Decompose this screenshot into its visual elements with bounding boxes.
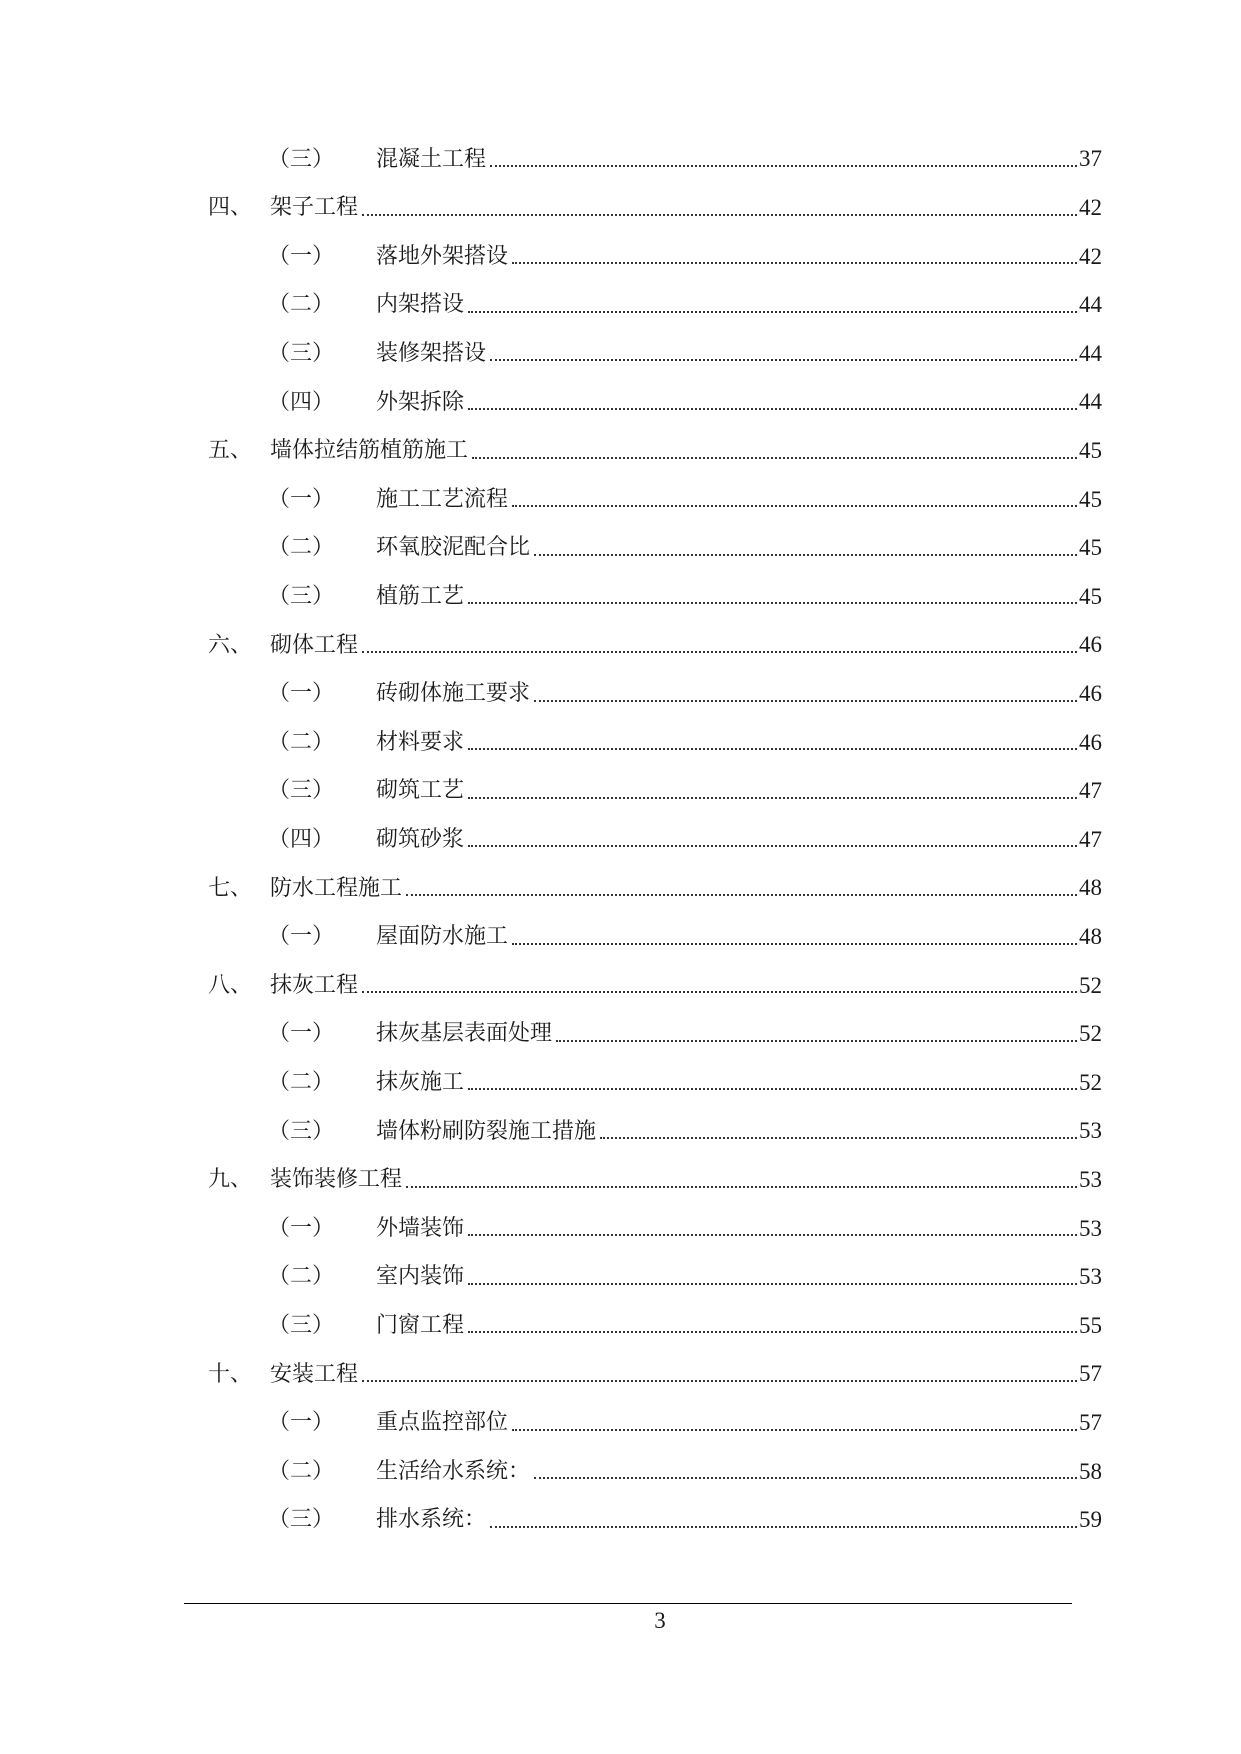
page-number: 3 — [654, 1608, 666, 1633]
toc-entry-page: 46 — [1079, 632, 1102, 658]
toc-entry-number: （二） — [268, 535, 335, 561]
toc-entry-title: 材料要求 — [376, 729, 465, 755]
toc-entry[interactable] — [268, 279, 1102, 319]
toc-entry[interactable] — [268, 1397, 1102, 1437]
toc-dot-leader — [468, 845, 1077, 847]
toc-entry-number: （三） — [268, 1313, 335, 1338]
toc-entry-page: 53 — [1079, 1118, 1102, 1144]
toc-entry-page: 46 — [1079, 729, 1102, 755]
toc-dot-leader — [490, 1526, 1077, 1528]
toc-entry-number: （一） — [268, 681, 335, 707]
toc-entry-number: 九、 — [208, 1167, 253, 1193]
footer-rule — [184, 1603, 1072, 1604]
toc-entry-page: 45 — [1079, 583, 1102, 609]
toc-entry-page: 57 — [1079, 1410, 1102, 1435]
toc-dot-leader — [534, 700, 1077, 702]
toc-entry[interactable] — [268, 668, 1102, 708]
toc-entry[interactable] — [208, 959, 1102, 999]
toc-entry[interactable] — [268, 716, 1102, 756]
toc-entry-number: 八、 — [208, 972, 253, 998]
toc-entry-number: （二） — [268, 1458, 335, 1484]
toc-entry-page: 53 — [1079, 1264, 1102, 1290]
toc-dot-leader — [468, 408, 1077, 410]
toc-entry-title: 装修架搭设 — [376, 341, 487, 366]
toc-entry-number: （二） — [268, 1264, 335, 1290]
toc-entry-title: 内架搭设 — [376, 292, 465, 318]
toc-entry[interactable] — [268, 133, 1102, 173]
toc-entry[interactable] — [208, 182, 1102, 222]
toc-entry-page: 55 — [1079, 1312, 1102, 1338]
toc-entry-title: 架子工程 — [270, 195, 359, 221]
toc-entry[interactable] — [268, 1105, 1102, 1145]
toc-entry-page: 44 — [1079, 292, 1102, 318]
toc-entry[interactable] — [208, 1154, 1102, 1194]
toc-dot-leader — [468, 797, 1077, 799]
toc-entry[interactable] — [268, 1008, 1102, 1048]
toc-dot-leader — [362, 1380, 1077, 1382]
toc-entry-page: 48 — [1079, 875, 1102, 901]
toc-entry-page: 42 — [1079, 243, 1102, 269]
toc-entry[interactable] — [268, 570, 1102, 610]
toc-dot-leader — [490, 165, 1077, 167]
toc-dot-leader — [600, 1137, 1077, 1139]
toc-entry-number: 五、 — [208, 438, 253, 464]
toc-entry-title: 重点监控部位 — [376, 1410, 509, 1436]
toc-entry-page: 58 — [1079, 1458, 1102, 1484]
toc-entry-page: 47 — [1079, 778, 1102, 804]
toc-entry[interactable] — [208, 862, 1102, 902]
toc-entry[interactable] — [268, 1056, 1102, 1096]
toc-entry-title: 砌筑工艺 — [376, 778, 465, 804]
toc-entry-page: 42 — [1079, 195, 1102, 220]
toc-entry-page: 52 — [1079, 1021, 1102, 1047]
toc-entry[interactable] — [268, 376, 1102, 416]
toc-entry[interactable] — [268, 473, 1102, 513]
toc-entry-number: （一） — [268, 924, 335, 950]
toc-entry-title: 门窗工程 — [376, 1313, 465, 1338]
toc-dot-leader — [534, 554, 1077, 556]
toc-dot-leader — [468, 1331, 1077, 1333]
toc-entry[interactable] — [268, 765, 1102, 805]
toc-entry[interactable] — [268, 813, 1102, 853]
toc-entry-number: （三） — [268, 1507, 335, 1533]
toc-entry[interactable] — [208, 619, 1102, 659]
toc-entry-number: （四） — [268, 827, 335, 852]
toc-entry-page: 45 — [1079, 535, 1102, 561]
toc-entry-page: 53 — [1079, 1215, 1102, 1241]
toc-entry-number: （三） — [268, 778, 335, 804]
toc-dot-leader — [512, 262, 1077, 264]
toc-entry[interactable] — [268, 1299, 1102, 1339]
toc-entry[interactable] — [268, 1494, 1102, 1534]
toc-dot-leader — [362, 651, 1077, 653]
toc-dot-leader — [512, 943, 1077, 945]
toc-entry[interactable] — [268, 327, 1102, 367]
toc-entry-title: 室内装饰 — [376, 1264, 465, 1290]
toc-dot-leader — [362, 214, 1077, 216]
toc-dot-leader — [472, 457, 1077, 459]
toc-entry-number: （三） — [268, 341, 335, 366]
toc-entry-number: （一） — [268, 1215, 335, 1241]
toc-dot-leader — [406, 1186, 1077, 1188]
toc-entry-page: 48 — [1079, 924, 1102, 949]
toc-dot-leader — [534, 1477, 1077, 1479]
toc-entry-title: 抹灰工程 — [270, 972, 359, 998]
toc-entry-title: 装饰装修工程 — [270, 1167, 403, 1193]
toc-entry-page: 37 — [1079, 146, 1102, 172]
toc-entry-title: 安装工程 — [270, 1361, 359, 1387]
toc-entry-number: （一） — [268, 486, 335, 512]
toc-entry-title: 施工工艺流程 — [376, 486, 509, 512]
toc-entry-page: 52 — [1079, 1069, 1102, 1095]
toc-dot-leader — [362, 991, 1077, 993]
toc-entry-number: 十、 — [208, 1361, 253, 1387]
toc-dot-leader — [406, 894, 1077, 896]
toc-entry-number: （四） — [268, 389, 335, 415]
toc-entry-number: 六、 — [208, 632, 253, 658]
toc-entry-page: 45 — [1079, 486, 1102, 512]
toc-entry[interactable] — [268, 522, 1102, 562]
toc-entry-number: （一） — [268, 1410, 335, 1436]
toc-entry-title: 排水系统： — [376, 1507, 487, 1533]
toc-entry-title: 墙体粉刷防裂施工措施 — [376, 1118, 597, 1144]
toc-entry[interactable] — [208, 1348, 1102, 1388]
toc-entry-title: 外架拆除 — [376, 389, 465, 415]
toc-entry-title: 环氧胶泥配合比 — [376, 535, 531, 561]
toc-entry-page: 44 — [1079, 340, 1102, 366]
toc-entry-page: 59 — [1079, 1507, 1102, 1533]
toc-dot-leader — [468, 1234, 1077, 1236]
toc-entry-title: 砖砌体施工要求 — [376, 681, 531, 707]
toc-entry-number: 七、 — [208, 875, 253, 901]
toc-entry-page: 57 — [1079, 1361, 1102, 1387]
toc-entry[interactable] — [208, 425, 1102, 465]
toc-dot-leader — [468, 1283, 1077, 1285]
toc-dot-leader — [468, 602, 1077, 604]
toc-entry-title: 落地外架搭设 — [376, 243, 509, 269]
toc-entry-number: （二） — [268, 292, 335, 318]
toc-entry-page: 47 — [1079, 826, 1102, 852]
toc-entry-page: 53 — [1079, 1167, 1102, 1192]
toc-entry-title: 墙体拉结筋植筋施工 — [270, 438, 469, 464]
toc-entry-title: 抹灰施工 — [376, 1070, 465, 1095]
toc-entry-title: 防水工程施工 — [270, 875, 403, 901]
toc-entry-title: 生活给水系统： — [376, 1458, 531, 1484]
toc-entry-number: （一） — [268, 243, 335, 269]
toc-dot-leader — [512, 505, 1077, 507]
toc-dot-leader — [468, 311, 1077, 313]
toc-entry-page: 52 — [1079, 972, 1102, 998]
toc-entry-number: （三） — [268, 584, 335, 609]
toc-entry-number: 四、 — [208, 195, 253, 221]
toc-entry[interactable] — [268, 911, 1102, 951]
toc-entry[interactable] — [268, 1251, 1102, 1291]
toc-entry[interactable] — [268, 1445, 1102, 1485]
toc-entry[interactable] — [268, 1202, 1102, 1242]
toc-entry-title: 屋面防水施工 — [376, 924, 509, 950]
toc-dot-leader — [556, 1040, 1077, 1042]
toc-entry-title: 砌体工程 — [270, 632, 359, 658]
toc-entry-number: （二） — [268, 729, 335, 755]
toc-entry-title: 植筋工艺 — [376, 584, 465, 609]
toc-entry[interactable] — [268, 230, 1102, 270]
toc-dot-leader — [468, 1088, 1077, 1090]
toc-entry-title: 混凝土工程 — [376, 146, 487, 172]
toc-entry-page: 44 — [1079, 389, 1102, 415]
toc-entry-title: 抹灰基层表面处理 — [376, 1021, 553, 1047]
toc-entry-number: （二） — [268, 1070, 335, 1095]
toc-entry-number: （三） — [268, 146, 335, 172]
toc-entry-title: 砌筑砂浆 — [376, 827, 465, 852]
toc-entry-page: 45 — [1079, 438, 1102, 463]
toc-entry-number: （一） — [268, 1021, 335, 1047]
toc-entry-number: （三） — [268, 1118, 335, 1144]
toc-entry-title: 外墙装饰 — [376, 1215, 465, 1241]
toc-dot-leader — [512, 1429, 1077, 1431]
toc-dot-leader — [490, 359, 1077, 361]
toc-entry-page: 46 — [1079, 681, 1102, 706]
toc-dot-leader — [468, 748, 1077, 750]
